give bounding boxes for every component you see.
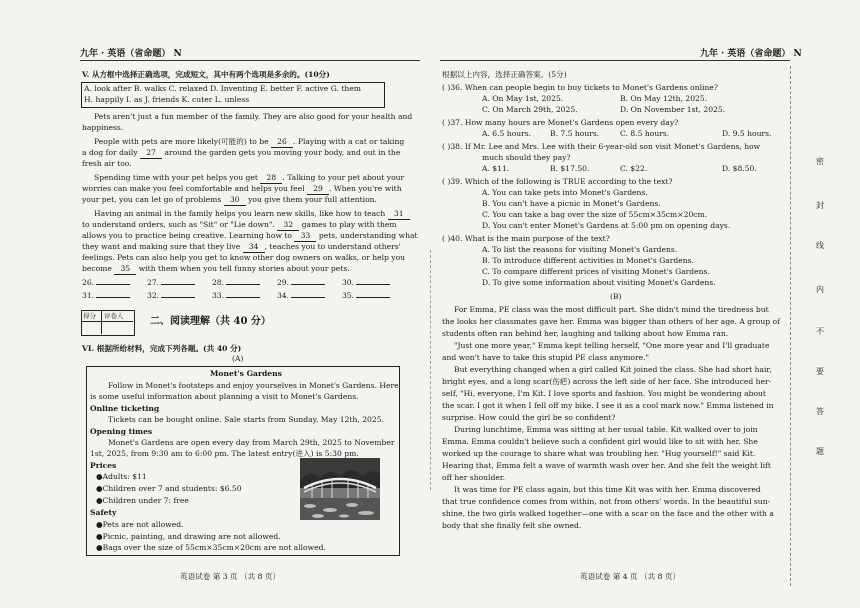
notice-intro2: is some useful information about planning a visit to Monet's Gardens.	[90, 392, 359, 401]
open-text1: Monet's Gardens are open every day from March 29th, 2025 to November	[108, 438, 395, 447]
q40-d: D. To give some information about visiting Monet's Gardens.	[482, 278, 716, 287]
q40-c: C. To compare different prices of visiting Monet's Gardens.	[482, 267, 710, 276]
q39: ( )39. Which of the following is TRUE according to the text?	[442, 177, 673, 186]
right-header: 九年 · 英语（省命题） N	[700, 49, 802, 59]
heading-opening: Opening times	[90, 427, 153, 436]
q36: ( )36. When can people begin to buy tickets to Monet's Gardens online?	[442, 83, 718, 92]
left-header: 九年 · 英语（省命题） N	[80, 49, 182, 59]
p3-line2: worries can make you feel comfortable and helps you feel 29 . When you're with	[82, 184, 402, 193]
grader-label: 评卷人	[104, 312, 124, 320]
score-box-hline	[81, 321, 133, 322]
passage-b-line: self, "Hi, everyone, I'm Kit. I love sports and fashion. You might be wondering about	[442, 389, 766, 398]
passage-b-line: surprise. How could the girl be so confident?	[442, 413, 616, 422]
ticket-text: Tickets can be bought online. Sale starts from Sunday, May 12th, 2025.	[108, 415, 384, 424]
q36-c: C. On March 29th, 2025.	[482, 105, 578, 114]
passage-b-line: For Emma, PE class was the most difficult part. She didn't mind the tiredness but	[454, 305, 769, 314]
notice-intro1: Follow in Monet's footsteps and enjoy yourselves in Monet's Gardens. Here	[108, 381, 399, 390]
section6-title: VI. 根据所给材料，完成下列各题。(共 40 分)	[82, 344, 242, 353]
q38-a: A. $11.	[482, 164, 510, 173]
blank-30: 30	[224, 195, 246, 206]
margin-char-ti: 题	[816, 447, 824, 456]
margin-char-nei: 内	[816, 285, 824, 294]
answer-row2: 31. 32. 33. 34. 35.	[82, 291, 390, 301]
q39-d: D. You can't enter Monet's Gardens at 5:00 pm on opening days.	[482, 221, 731, 230]
price-adults: ●Adults: $11	[96, 472, 147, 481]
q39-b: B. You can't have a picnic in Monet's Gardens.	[482, 199, 661, 208]
passage-a-label: (A)	[232, 354, 244, 363]
q37-c: C. 8.5 hours.	[620, 129, 670, 138]
q36-b: B. On May 12th, 2025.	[620, 94, 708, 103]
price-children-under7: ●Children under 7: free	[96, 496, 189, 505]
p4-line5: feelings. Pets can also help you get to know other dog owners on walks, or help you	[82, 253, 406, 262]
passage-b-line: It was time for PE class again, but this time Kit was with her. Emma discovered	[454, 485, 761, 494]
passage-b-line: students often ran behind her, laughing and talking about how Emma ran.	[442, 329, 729, 338]
p2-line2: a dog for daily 27 around the garden gets you moving your body, and out in the	[82, 148, 401, 157]
heading-safety: Safety	[90, 508, 117, 517]
p4-line2: to understand orders, such as "Sit" or "Lie down". 32 games to play with them	[82, 220, 397, 229]
q40-a: A. To list the reasons for visiting Monet's Gardens.	[482, 245, 678, 254]
options-row1: A. look after B. walks C. relaxed D. Inventing E. better F. active G. them	[84, 84, 361, 93]
p4-line4: they want and making sure that they live 34 , teaches you to understand others'	[82, 242, 401, 251]
options-row2: H. happily I. as J. friends K. cuter L. unless	[84, 95, 250, 104]
p1-line1: Pets aren't just a fun member of the family. They are also good for your health and	[94, 112, 413, 121]
margin-char-yao: 要	[816, 367, 824, 376]
passage-b-line: and won't have to take this stupid PE class anymore."	[442, 353, 650, 362]
passage-b-line: Emma. Emma couldn't believe such a confident girl would like to sit with her. She	[442, 437, 758, 446]
q36-d: D. On November 1st, 2025.	[620, 105, 726, 114]
q38-c: C. $22.	[620, 164, 648, 173]
score-label: 得分	[83, 312, 96, 320]
q40: ( )40. What is the main purpose of the text?	[442, 234, 610, 243]
blank-28: 28	[260, 173, 282, 184]
blank-33: 33	[294, 231, 316, 242]
passage-b-line: the scar. I got it when I fell off my bike. I see it as a cool mark now." Emma listened in	[442, 401, 774, 410]
margin-char-da: 答	[816, 407, 824, 416]
heading-ticketing: Online ticketing	[90, 404, 160, 413]
q37-d: D. 9.5 hours.	[722, 129, 772, 138]
margin-char-feng: 封	[816, 201, 824, 210]
p1-line2: happiness.	[82, 123, 124, 132]
passage-b-line: worked up the courage to share what was troubling her. "Hug yourself!" said Kit.	[442, 449, 756, 458]
p4-line6: become 35 with them when you tell funny stories about your pets.	[82, 264, 350, 273]
blank-34: 34	[243, 242, 265, 253]
p4-line1: Having an animal in the family helps you learn new skills, like how to teach 31	[94, 209, 410, 220]
passage-b-line: that true confidence comes from within, not from others' words. In the beautiful sun-	[442, 497, 771, 506]
passage-b-line: off her shoulder.	[442, 473, 506, 482]
answer-row1: 26. 27. 28. 29. 30.	[82, 278, 390, 288]
mc-instructions: 根据以上内容，选择正确答案。(5分)	[442, 70, 567, 79]
right-header-rule	[440, 60, 790, 61]
safety-pets: ●Pets are not allowed.	[96, 520, 184, 529]
p2-line3: fresh air too.	[82, 159, 132, 168]
heading-prices: Prices	[90, 461, 117, 470]
p3-line3: your pet, you can let go of problems 30 you give them your full attention.	[82, 195, 377, 204]
blank-32: 32	[277, 220, 299, 231]
right-page	[430, 0, 860, 608]
open-text2: 1st, 2025, from 9:30 am to 6:00 pm. The latest entry(进入) is 5:30 pm.	[90, 449, 359, 458]
binding-margin-line	[790, 66, 791, 586]
passage-b-line: shine, the two girls walked together—one with a scar on the face and the other with a	[442, 509, 774, 518]
q38-d: D. $8.50.	[722, 164, 757, 173]
safety-picnic: ●Picnic, painting, and drawing are not allowed.	[96, 532, 281, 541]
garden-bridge-illustration	[300, 458, 380, 520]
q38: ( )38. If Mr. Lee and Mrs. Lee with their 6-year-old son visit Monet's Gardens, how	[442, 142, 761, 151]
part2-title: 二、阅读理解（共 40 分）	[150, 316, 271, 327]
blank-29: 29	[307, 184, 329, 195]
passage-b-line: Hearing that, Emma felt a wave of warmth wash over her. And she felt the weight lift	[442, 461, 771, 470]
p3-line1: Spending time with your pet helps you get 28 . Talking to your pet about your	[94, 173, 405, 182]
passage-b-line: body that she finally felt she owned.	[442, 521, 582, 530]
blank-26: 26	[271, 137, 293, 148]
passage-b-line: bright eyes, and a long scar(伤疤) across the left side of her face. She introduced her-	[442, 377, 772, 386]
q36-a: A. On May 1st, 2025.	[482, 94, 564, 103]
left-header-rule	[80, 60, 420, 61]
section5-title: V. 从方框中选择正确选项，完成短文，其中有两个选项是多余的。(10分)	[82, 70, 330, 79]
q39-a: A. You can take pets into Monet's Gardens.	[482, 188, 648, 197]
margin-char-bu: 不	[816, 327, 824, 336]
passage-b-line: "Just one more year," Emma kept telling herself, "One more year and I'll graduate	[454, 341, 770, 350]
q38-b: B. $17.50.	[550, 164, 590, 173]
margin-char-mi: 密	[816, 157, 824, 166]
passage-b-label: (B)	[610, 292, 622, 301]
blank-31: 31	[388, 209, 410, 220]
passage-b-line: During lunchtime, Emma was sitting at her usual table. Kit walked over to join	[454, 425, 758, 434]
blank-27: 27	[140, 148, 162, 159]
q38-line2: much should they pay?	[482, 153, 571, 162]
p2-line1: People with pets are more likely(可能的) to be 26 . Playing with a cat or taking	[94, 137, 405, 146]
passage-b-line: the looks her classmates gave her. Emma was bigger than others of her age. A group of	[442, 317, 780, 326]
margin-char-xian: 线	[816, 241, 824, 250]
right-footer: 英语试卷 第 4 页 （共 8 页）	[580, 572, 681, 581]
notice-title: Monet's Gardens	[210, 369, 282, 378]
q37-a: A. 6.5 hours.	[482, 129, 532, 138]
price-children-over7: ●Children over 7 and students: $6.50	[96, 484, 242, 493]
passage-b-line: But everything changed when a girl called Kit joined the class. She had short hair,	[454, 365, 772, 374]
q37-b: B. 7.5 hours.	[550, 129, 600, 138]
q40-b: B. To introduce different activities in Monet's Gardens.	[482, 256, 694, 265]
p4-line3: allows you to practice being creative. Learning how to 33 pets, understanding what	[82, 231, 418, 240]
q39-c: C. You can take a bag over the size of 55cm×35cm×20cm.	[482, 210, 708, 219]
safety-bags: ●Bags over the size of 55cm×35cm×20cm are not allowed.	[96, 543, 326, 552]
q37: ( )37. How many hours are Monet's Gardens open every day?	[442, 118, 679, 127]
blank-35: 35	[114, 264, 136, 275]
left-footer: 英语试卷 第 3 页 （共 8 页）	[180, 572, 281, 581]
